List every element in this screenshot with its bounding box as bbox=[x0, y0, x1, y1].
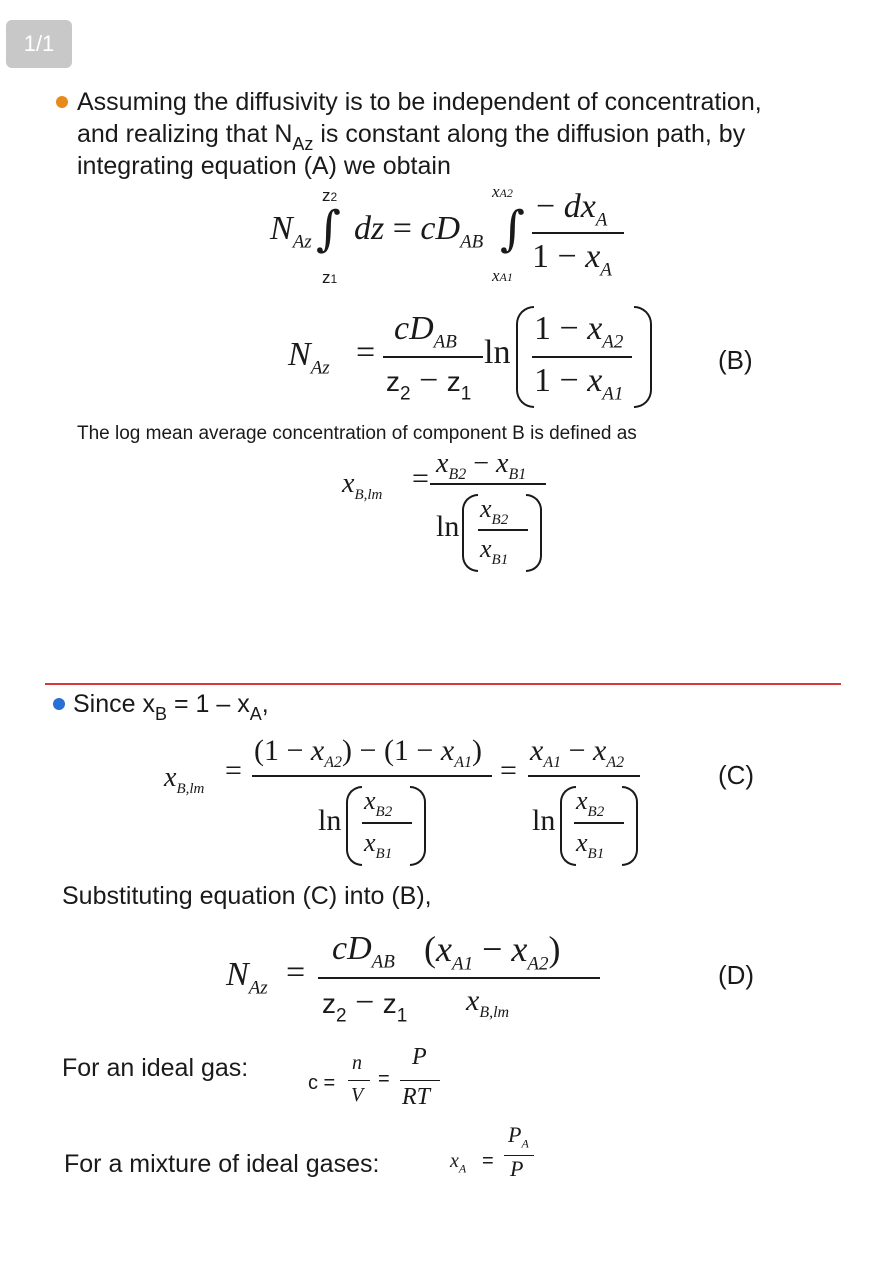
ideal-gas-text: For an ideal gas: bbox=[62, 1054, 249, 1082]
section-divider bbox=[45, 683, 841, 685]
intro-line-3: integrating equation (A) we obtain bbox=[77, 152, 451, 180]
since-line bbox=[73, 688, 269, 730]
since-text-a: Since x bbox=[73, 690, 155, 718]
since-sub-a: A bbox=[249, 704, 262, 725]
bullet-icon bbox=[53, 698, 65, 710]
since-sub-b: B bbox=[154, 704, 167, 725]
mixture-text: For a mixture of ideal gases: bbox=[64, 1150, 380, 1178]
intro-line-2a: and realizing that N bbox=[77, 120, 293, 148]
bullet-icon bbox=[56, 96, 68, 108]
since-text-c: , bbox=[261, 690, 269, 718]
equation-label-c: (C) bbox=[718, 760, 755, 790]
since-text-b: = 1 – x bbox=[167, 690, 250, 718]
equation-label-b: (B) bbox=[718, 345, 753, 375]
equation-label-d: (D) bbox=[718, 960, 755, 990]
substituting-text: Substituting equation (C) into (B), bbox=[62, 882, 432, 910]
intro-line-2b: is constant along the diffusion path, by bbox=[313, 120, 746, 148]
page-indicator: 1/1 bbox=[6, 20, 72, 68]
intro-line-2-sub: Az bbox=[292, 134, 314, 155]
log-mean-text: The log mean average concentration of component B is defined as bbox=[77, 423, 637, 444]
intro-line-1: Assuming the diffusivity is to be independent of concentration, bbox=[77, 88, 762, 116]
